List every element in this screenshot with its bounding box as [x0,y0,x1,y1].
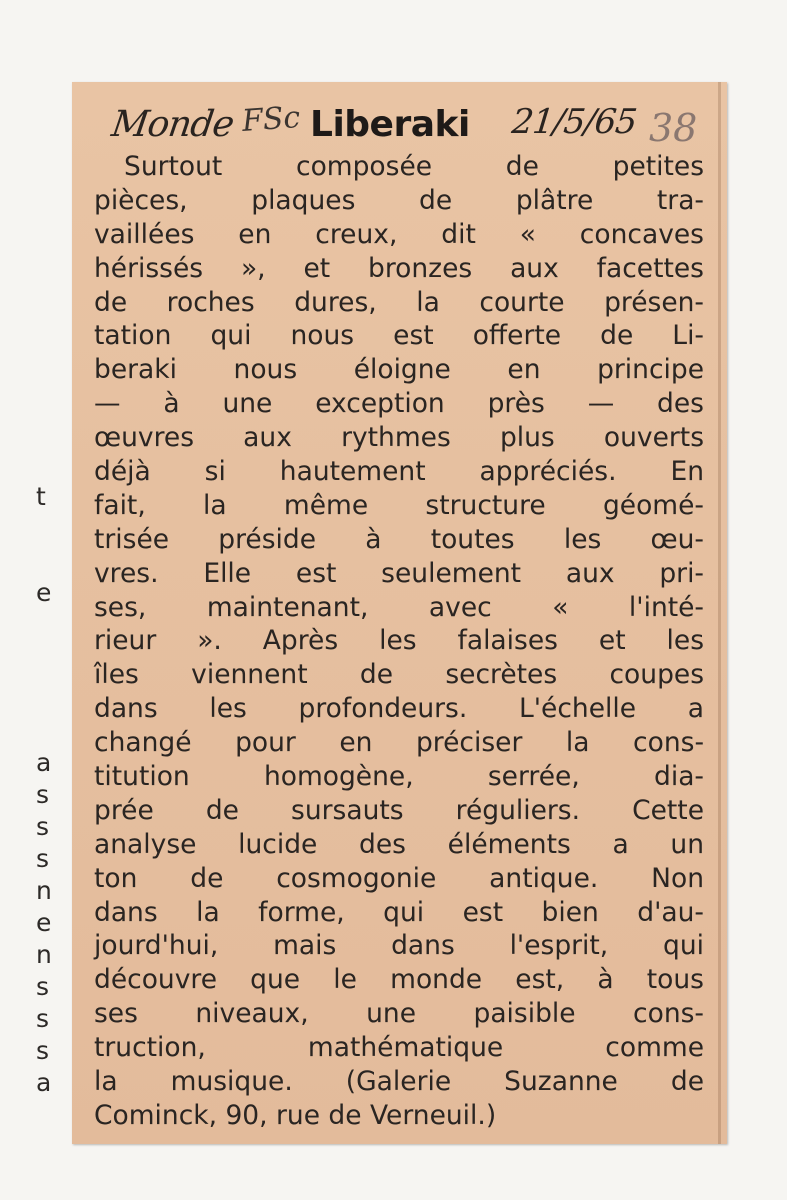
article-line: découvre que le monde est, à tous [94,964,704,996]
article-line: changé pour en préciser la cons- [94,727,704,759]
handwritten-number: 38 [649,106,698,150]
article-line: titution homogène, serrée, dia- [94,761,704,793]
article-line: îles viennent de secrètes coupes [94,659,704,691]
newspaper-clipping [72,82,727,1144]
fragment-letter: s [36,1004,50,1033]
article-line: fait, la même structure géomé- [94,489,704,521]
article-line: trisée préside à toutes les œu- [94,523,704,555]
article-line: ses, maintenant, avec « l'inté- [94,591,704,623]
fragment-letter: n [36,940,52,969]
article-line: vres. Elle est seulement aux pri- [94,557,704,589]
article-line: Cominck, 90, rue de Verneuil.) [94,1099,497,1131]
article-line: hérissés », et bronzes aux facettes [94,252,704,284]
article-line: tation qui nous est offerte de Li- [94,320,704,352]
fragment-letter: a [36,748,52,777]
fragment-letter: e [36,578,52,607]
fragment-letter: s [36,972,50,1001]
article-line: beraki nous éloigne en principe [94,354,704,386]
handwritten-date: 21/5/65 [509,102,639,142]
article-line: dans les profondeurs. L'échelle a [94,693,704,725]
article-line: truction, mathématique comme [94,1032,704,1064]
article-body [94,150,704,1133]
fragment-letter: e [36,908,52,937]
article-line: de roches dures, la courte présen- [94,286,704,318]
fragment-letter: s [36,812,50,841]
handwritten-source: Monde [109,104,236,145]
article-line: prée de sursauts réguliers. Cette [94,794,704,826]
article-line: analyse lucide des éléments a un [94,828,704,860]
article-headline: Liberaki [310,104,470,145]
article-line: rieur ». Après les falaises et les [94,625,704,657]
article-line: ses niveaux, une paisible cons- [94,998,704,1030]
article-line: ton de cosmogonie antique. Non [94,862,704,894]
fragment-letter: a [36,1068,52,1097]
fragment-letter: s [36,844,50,873]
fragment-letter: t [36,482,46,511]
fragment-letter: s [36,1036,50,1065]
article-line: pièces, plaques de plâtre tra- [94,184,704,216]
article-line: déjà si hautement appréciés. En [94,456,704,488]
article-line: Surtout composée de petites [124,151,704,182]
clipping-header [108,92,708,150]
handwritten-code: FSc [240,100,302,139]
article-line: la musique. (Galerie Suzanne de [94,1066,704,1098]
fragment-letter: n [36,876,52,905]
article-line: vaillées en creux, dit « concaves [94,218,704,250]
article-line: jourd'hui, mais dans l'esprit, qui [94,930,704,962]
fragment-letter: s [36,780,50,809]
article-line: dans la forme, qui est bien d'au- [94,896,704,928]
article-line: œuvres aux rythmes plus ouverts [94,422,704,454]
article-line: — à une exception près — des [94,388,704,420]
